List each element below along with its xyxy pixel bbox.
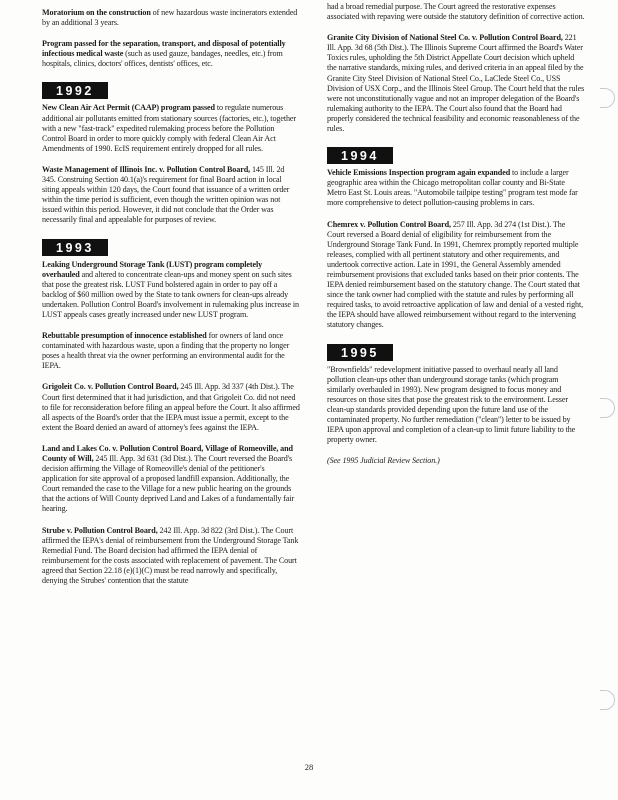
entry-text: 257 Ill. App. 3d 274 (1st Dist.). The Court reversed a Board denial of eligibility for reimbursement from the Underground Storage Tank Fund. In 1991, Chemrex promptly reported multiple releases, complied with all pertinent statutory and other requirements, and undertook corrective action. Late in 1991, the General Assembly amended reimbursement provisions that excluded tanks based on their prior contents. The IEPA denied reimbursement based on the statutory change. The Court stated that since the tank owner had complied with the statute and rules by performing all required tasks, to avoid retroactive application of law and denial of a vested right, the IEPA should have allowed reimbursement without regard to the intervening statutory changes. <box>327 219 584 330</box>
binder-hole-mark <box>600 690 615 710</box>
page-number: 28 <box>304 762 314 772</box>
entry-rebuttable-presumption <box>42 331 300 371</box>
entry-text: and altered to concentrate clean-ups and money spent on such sites that pose the greatest risk. LUST Fund bolstered again in order to pay off a backlog of $60 million owed by the State to tank owners for clean-ups already undertaken. Pollution Control Board's involvement in rulemaking plus increase in LUST appeals cases greatly increased under new LUST program. <box>42 269 299 319</box>
entry-text: 145 Ill. 2d 345. Construing Section 40.1(a)'s requirement for final Board action in local siting appeals within 120 days, the Court found that issuance of a written order within the time period is sufficient, even though the written opinion was not issued within this period. However, it did not conclude that the Order was necessarily final and appealable for purposes of review. <box>42 164 290 225</box>
entry-text: 245 Ill. App. 3d 337 (4th Dist.). The Court first determined that it had jurisdiction, and that Grigoleit Co. did not need to file for reconsideration before filing an appeal before the Court. It also affirmed all aspects of the Board's order that the IEPA must issue a permit, except to the extent the Board denied an award of attorney's fees against the IEPA. <box>42 382 300 432</box>
binder-hole-mark <box>600 398 615 418</box>
entry-lead: Waste Management of Illinois Inc. v. Pollution Control Board, <box>42 164 251 174</box>
entry-lead: Moratorium on the construction <box>42 8 151 17</box>
entry-lead: Land and Lakes Co. v. Pollution Control Board, Village of Romeoville, and County of Will, <box>42 443 293 463</box>
entry-text: to regulate numerous additional air pollutants emitted from stationary sources (factories, etc.), together with a new "fast-track" expedited rulemaking process before the Pollution Control Board in order to more quickly comply with federal Clean Air Act Amendments of 1990. EcIS requirement entirely dropped for all rules. <box>42 103 297 153</box>
see-also-note: (See 1995 Judicial Review Section.) <box>327 456 440 466</box>
entry-lust <box>42 260 300 321</box>
entry-grigoleit <box>42 382 300 432</box>
entry-caap <box>42 103 300 153</box>
entry-lead: Chemrex v. Pollution Control Board, <box>327 219 451 229</box>
year-heading-1992: 1992 <box>42 82 108 99</box>
entry-text: to include a larger geographic area within the Chicago metropolitan collar county and Bi-State Metro East St. Louis areas. "Automobile tailpipe testing" program test mode far more comprehensive to detect pollution-causing problems in cars. <box>327 168 578 208</box>
entry-waste-management <box>42 165 300 226</box>
entry-strube <box>42 526 300 587</box>
entry-text: 242 Ill. App. 3d 822 (3rd Dist.). The Court affirmed the IEPA's denial of reimbursement from the Underground Storage Tank Remedial Fund. The Board decision had affirmed the IEPA denial of reimbursement for the costs associated with replacement of pavement. The Court agreed that Section 22.18 (e)(1)(C) must be read narrowly and specifically, denying the Strubes' contention that the statute <box>42 525 299 586</box>
entry-lead: Rebuttable presumption of innocence established <box>42 331 207 341</box>
entry-moratorium <box>42 8 300 28</box>
entry-granite-city <box>327 33 585 134</box>
entry-lead: Grigoleit Co. v. Pollution Control Board, <box>42 382 179 392</box>
entry-text: 245 Ill. App. 3d 631 (3d Dist.). The Court reversed the Board's decision affirming the Village of Romeoville's denial of the petitioner's application for site approval of a proposed landfill expansion. Additionally, the Court remanded the case to the Village for a new public hearing on the grounds that the actions of Will County deprived Land and Lakes of a fundamentally fair hearing. <box>42 454 295 514</box>
year-heading-1994: 1994 <box>327 147 393 164</box>
entry-land-and-lakes <box>42 444 300 515</box>
entry-text: 221 Ill. App. 3d 68 (5th Dist.). The Illinois Supreme Court affirmed the Board's Water Toxics rules, upholding the 5th District Appellate Court decision which upheld the narrative standards, mixing rules, and derived criteria in an appeal filed by the Granite City Steel Division of National Steel Co., LaClede Steel Co., USS Division of USX Corp., and the Illinois Steel Group. The Court held that the rules were not unconstitutionally vague and not an improper delegation of the Board's rulemaking authority to the IEPA. The Court also found that the Board had properly considered the technical feasibility and economic reasonableness of the rules. <box>327 33 585 134</box>
year-heading-1993: 1993 <box>42 239 108 256</box>
year-heading-1995: 1995 <box>327 344 393 361</box>
entry-text: (such as used gauze, bandages, needles, etc.) from hospitals, clinics, doctors' offices, dentists' offices, etc. <box>42 49 283 69</box>
entry-lead: New Clean Air Act Permit (CAAP) program passed <box>42 103 215 113</box>
entry-lead: Granite City Division of National Steel Co. v. Pollution Control Board, <box>327 33 563 43</box>
entry-text: of new hazardous waste incinerators extended by an additional 3 years. <box>42 8 298 28</box>
entry-chemrex <box>327 220 585 331</box>
entry-brownfields <box>327 365 585 446</box>
entry-text: "Brownfields" redevelopment initiative passed to overhaul nearly all land pollution clean-ups other than underground storage tanks (which program similarly overhauled in 1993). New program designed to focus money and resources on those sites that pose the greatest risk to the environment. Lesser clean-up standards provided depending upon the future land use of the contaminated property. No further remediation ("clean") letter to be issued by IEPA upon approval and completion of a clean-up to limit future liability to the property owner. <box>327 364 576 445</box>
entry-medical-waste <box>42 39 300 69</box>
entry-lead: Leaking Underground Storage Tank (LUST) program completely overhauled <box>42 259 263 279</box>
entry-text: for owners of land once contaminated with hazardous waste, upon a finding that the property no longer poses a health threat via the owner performing an environmental audit for the IEPA. <box>42 331 290 371</box>
entry-lead: Program passed for the separation, transport, and disposal of potentially infectious medical waste <box>42 39 286 59</box>
right-column <box>327 2 585 477</box>
entry-strube-continued <box>327 2 585 22</box>
left-column <box>42 8 300 595</box>
entry-text: had a broad remedial purpose. The Court agreed the restorative expenses associated with repaving were outside the statutory definition of corrective action. <box>327 2 585 22</box>
entry-lead: Strube v. Pollution Control Board, <box>42 525 158 535</box>
binder-hole-mark <box>600 88 615 108</box>
entry-vehicle-emissions <box>327 168 585 208</box>
entry-lead: Vehicle Emissions Inspection program again expanded <box>327 168 511 178</box>
